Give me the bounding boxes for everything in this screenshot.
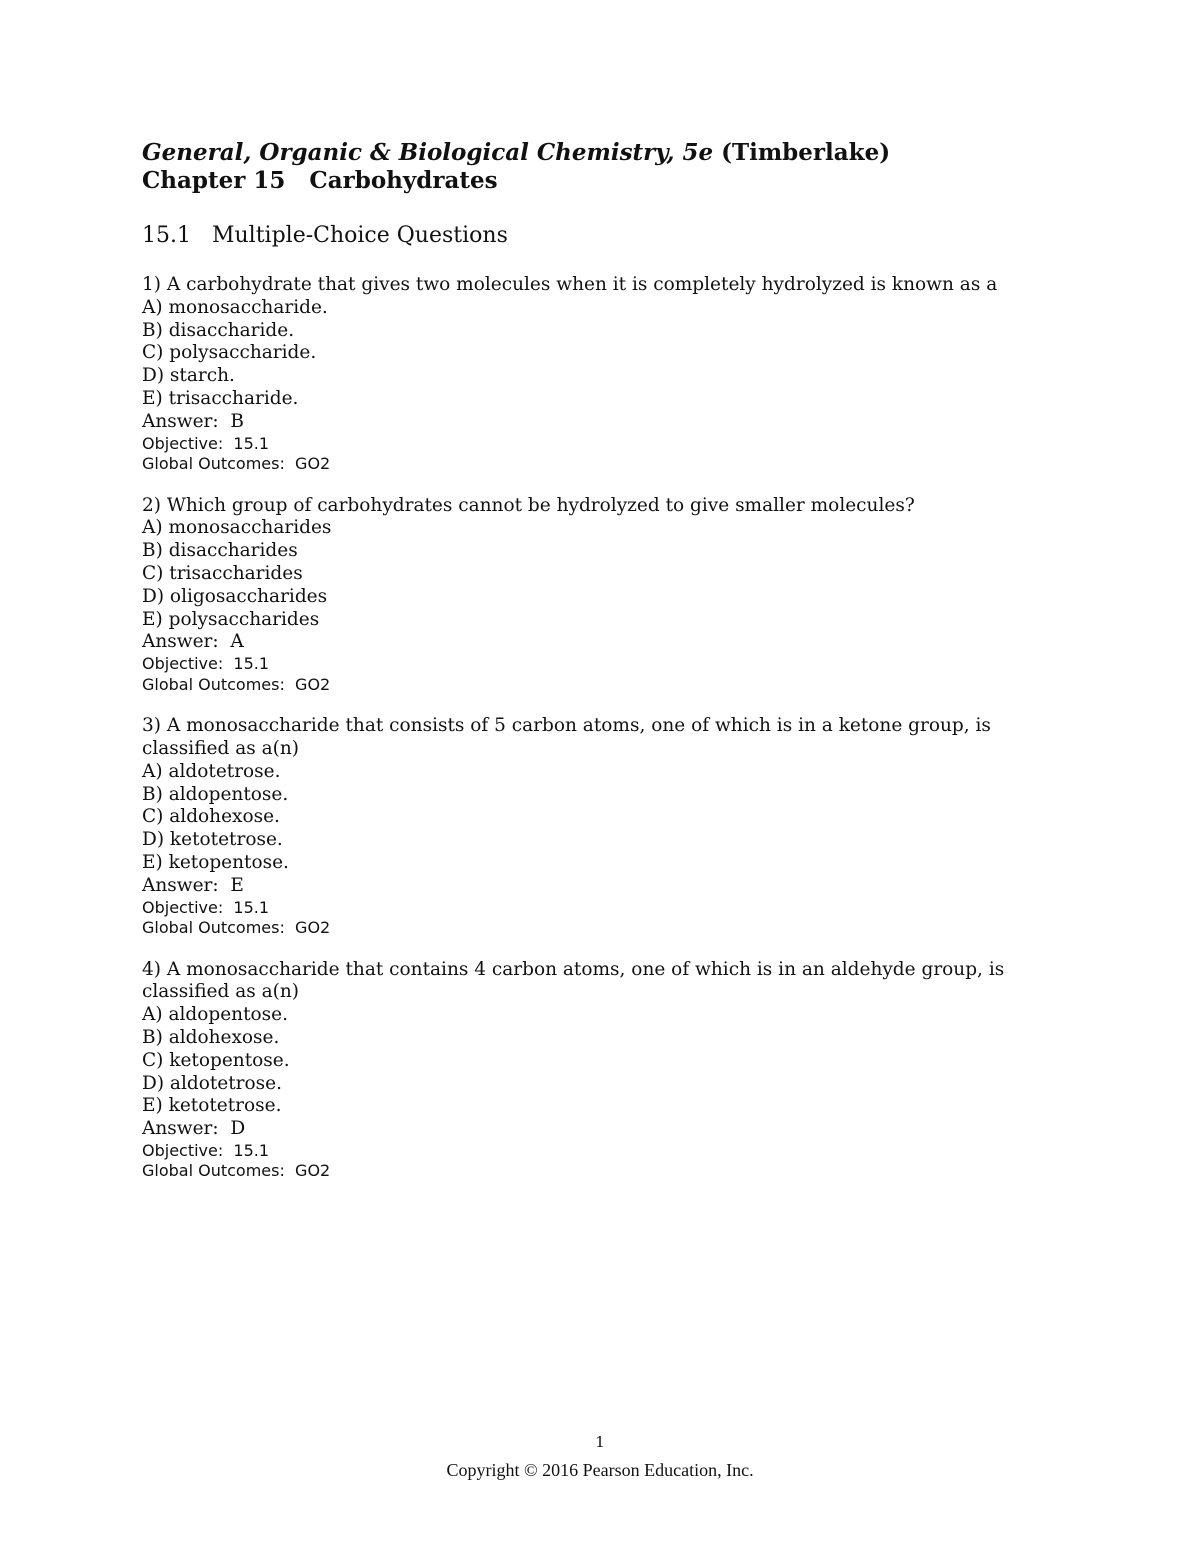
book-author: (Timberlake) (713, 139, 891, 166)
question-stem: 2) Which group of carbohydrates cannot be hydrolyzed to give smaller molecules? (142, 494, 915, 516)
option-c: C) polysaccharide. (142, 342, 317, 364)
answer: Answer: B (142, 410, 244, 432)
answer: Answer: D (142, 1118, 246, 1140)
option-d: D) aldotetrose. (142, 1072, 282, 1094)
option-a: A) monosaccharide. (142, 296, 328, 318)
section-heading: 15.1 Multiple-Choice Questions (142, 223, 508, 248)
option-c: C) aldohexose. (142, 806, 280, 828)
copyright-notice: Copyright © 2016 Pearson Education, Inc. (446, 1460, 754, 1480)
book-title-line (142, 139, 1082, 167)
option-b: B) aldohexose. (142, 1026, 280, 1048)
question-list (142, 274, 1082, 1182)
objective: Objective: 15.1 (142, 433, 270, 453)
option-e: E) trisaccharide. (142, 387, 299, 409)
answer: Answer: A (142, 631, 244, 653)
option-e: E) ketotetrose. (142, 1095, 282, 1117)
global-outcomes: Global Outcomes: GO2 (142, 1161, 331, 1181)
objective: Objective: 15.1 (142, 654, 270, 674)
option-e: E) ketopentose. (142, 851, 289, 873)
question-stem: 3) A monosaccharide that consists of 5 carbon atoms, one of which is in a ketone group, is classified as a(n) (142, 715, 991, 759)
question-stem: 4) A monosaccharide that contains 4 carbon atoms, one of which is in an aldehyde group, is classified as a(n) (142, 958, 1005, 1003)
objective: Objective: 15.1 (142, 897, 270, 917)
option-b: B) aldopentose. (142, 783, 289, 805)
question-3 (142, 715, 1082, 938)
question-2 (142, 495, 1082, 696)
global-outcomes: Global Outcomes: GO2 (142, 918, 331, 938)
option-c: C) ketopentose. (142, 1049, 290, 1071)
question-1 (142, 274, 1082, 475)
option-d: D) oligosaccharides (142, 585, 328, 607)
question-4 (142, 959, 1082, 1182)
global-outcomes: Global Outcomes: GO2 (142, 674, 331, 694)
option-e: E) polysaccharides (142, 608, 320, 630)
answer: Answer: E (142, 874, 244, 896)
page-content (142, 139, 1082, 1202)
chapter-title: Chapter 15 Carbohydrates (142, 167, 498, 194)
option-d: D) ketotetrose. (142, 829, 283, 851)
option-d: D) starch. (142, 365, 235, 387)
option-a: A) aldotetrose. (142, 760, 281, 782)
global-outcomes: Global Outcomes: GO2 (142, 454, 331, 474)
option-c: C) trisaccharides (142, 562, 303, 584)
option-b: B) disaccharides (142, 540, 298, 562)
question-stem: 1) A carbohydrate that gives two molecules when it is completely hydrolyzed is known as a (142, 274, 998, 295)
option-b: B) disaccharide. (142, 319, 295, 341)
objective: Objective: 15.1 (142, 1140, 270, 1160)
page-number: 1 (595, 1433, 605, 1451)
option-a: A) monosaccharides (142, 517, 332, 539)
book-title: General, Organic & Biological Chemistry, 5e (142, 139, 714, 166)
option-a: A) aldopentose. (142, 1004, 288, 1026)
